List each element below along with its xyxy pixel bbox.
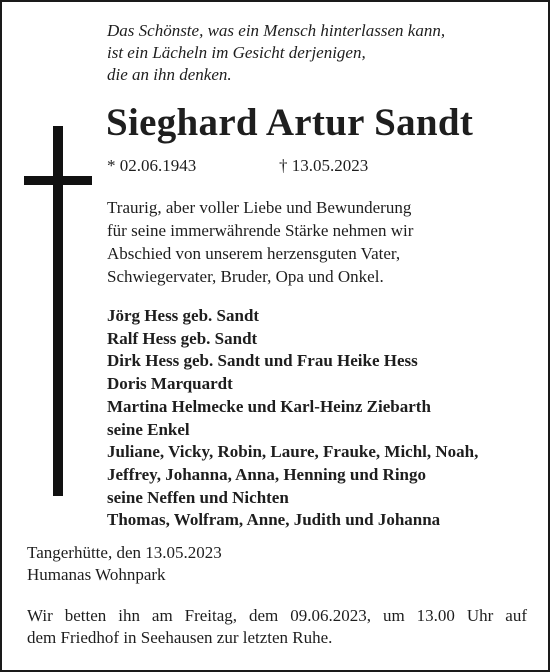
tribute-text bbox=[107, 196, 527, 288]
mourner-line: Jörg Hess geb. Sandt bbox=[107, 306, 260, 325]
mourners-list bbox=[107, 305, 547, 532]
funeral-line: Wir betten ihn am Freitag, dem 09.06.2023, um 13.00 Uhr auf bbox=[27, 606, 527, 625]
place-and-date bbox=[27, 542, 527, 586]
mourner-line: Dirk Hess geb. Sandt und Frau Heike Hess bbox=[107, 351, 418, 371]
mourner-line: Juliane, Vicky, Robin, Laure, Frauke, Michl, Noah, bbox=[107, 442, 479, 462]
birth-date: * 02.06.1943 bbox=[107, 156, 197, 175]
mourner-line: Jeffrey, Johanna, Anna, Henning und Ringo bbox=[107, 464, 426, 484]
funeral-line: dem Friedhof in Seehausen zur letzten Ruhe. bbox=[27, 628, 333, 647]
tribute-line: für seine immerwährende Stärke nehmen wir bbox=[107, 221, 414, 240]
deceased-name: Sieghard Artur Sandt bbox=[106, 101, 474, 144]
cross-icon bbox=[24, 126, 94, 496]
quote-line: ist ein Lächeln im Gesicht derjenigen, bbox=[107, 43, 366, 62]
cross-horizontal-beam bbox=[24, 176, 92, 185]
funeral-info bbox=[27, 605, 527, 649]
tribute-line: Abschied von unserem herzensguten Vater, bbox=[107, 244, 401, 263]
mourner-line: Ralf Hess geb. Sandt bbox=[107, 328, 258, 348]
tribute-line: Schwiegervater, Bruder, Opa und Onkel. bbox=[107, 267, 384, 286]
mourner-line: Doris Marquardt bbox=[107, 374, 233, 394]
mourner-line: seine Neffen und Nichten bbox=[107, 487, 289, 507]
location: Humanas Wohnpark bbox=[27, 565, 166, 584]
tribute-line: Traurig, aber voller Liebe und Bewunderung bbox=[107, 198, 412, 217]
mourner-line: seine Enkel bbox=[107, 419, 190, 439]
quote-line: Das Schönste, was ein Mensch hinterlassen kann, bbox=[107, 21, 446, 40]
mourner-line: Martina Helmecke und Karl-Heinz Ziebarth bbox=[107, 396, 431, 416]
death-date: † 13.05.2023 bbox=[279, 156, 369, 175]
memorial-quote bbox=[107, 20, 527, 86]
life-dates bbox=[107, 155, 527, 177]
city-date: Tangerhütte, den 13.05.2023 bbox=[27, 543, 222, 562]
mourner-line: Thomas, Wolfram, Anne, Judith und Johanna bbox=[107, 510, 441, 530]
quote-line: die an ihn denken. bbox=[107, 65, 232, 84]
